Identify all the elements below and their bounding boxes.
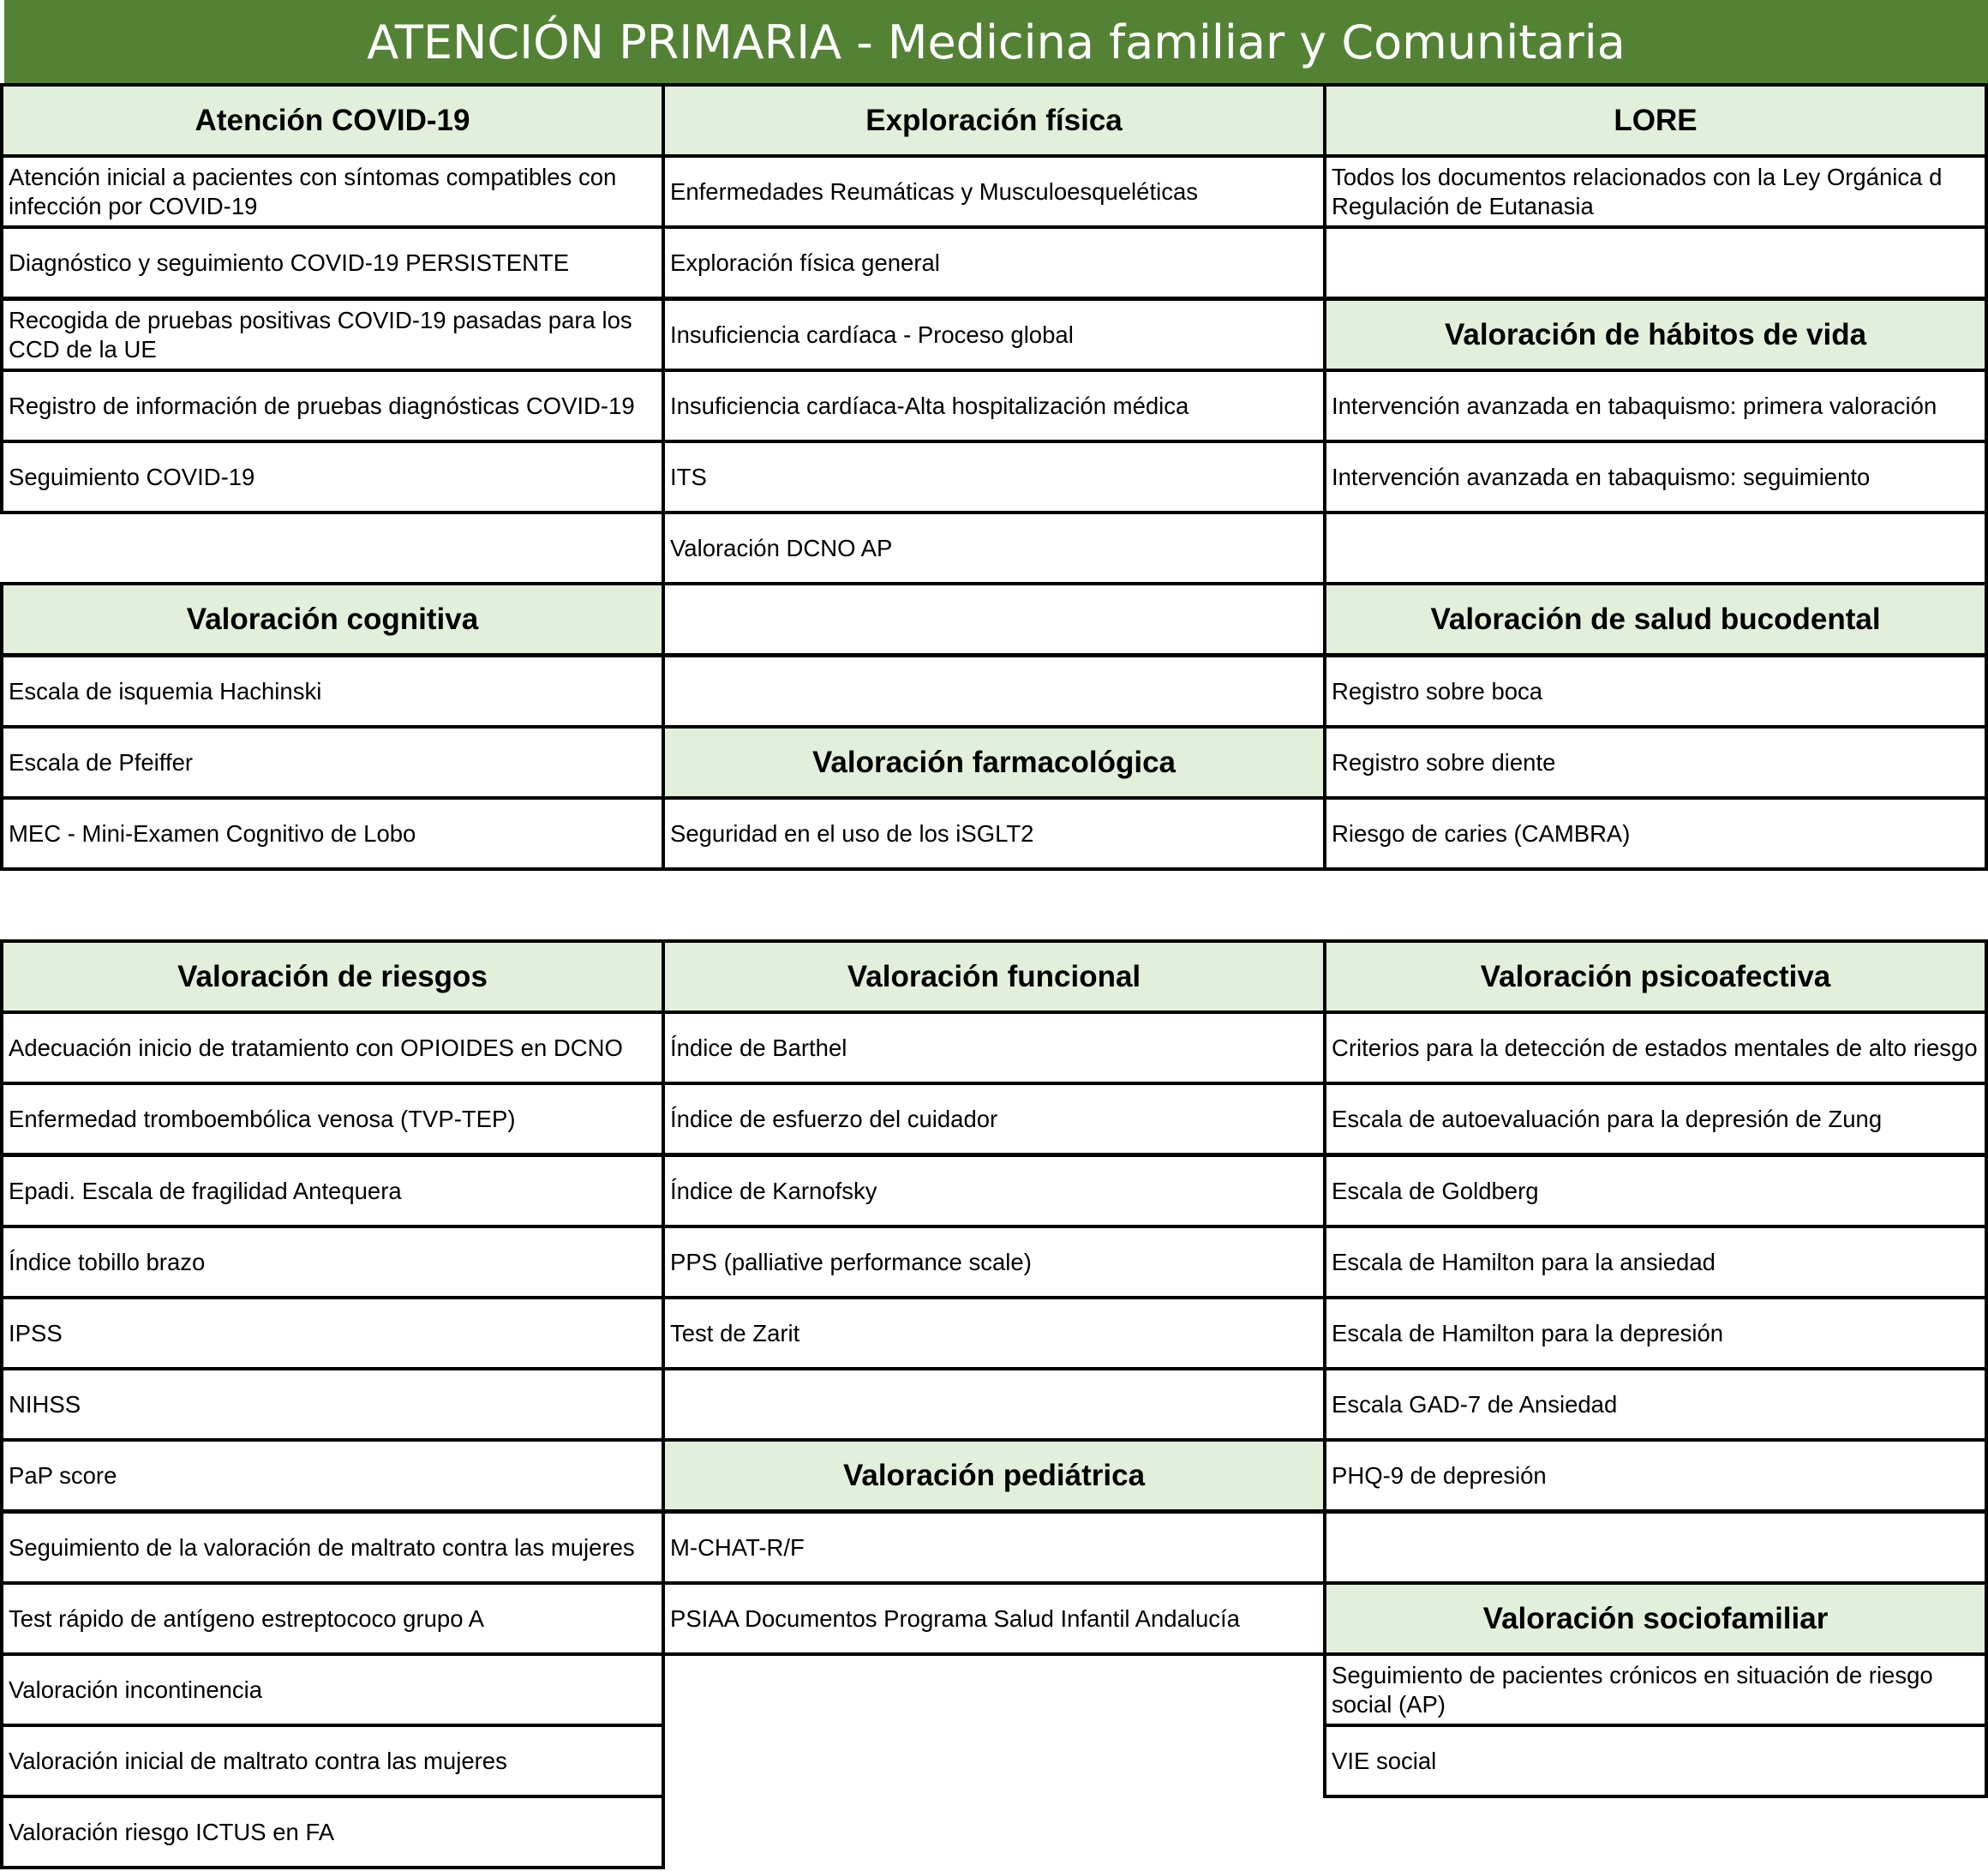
list-item-label: Valoración riesgo ICTUS en FA bbox=[9, 1818, 335, 1845]
list-item-seguimiento-covid-19 bbox=[0, 440, 665, 514]
section-header-lore bbox=[1323, 83, 1988, 158]
list-item-test-rapido-de-antigeno-estreptococo-gru bbox=[0, 1581, 665, 1656]
list-item-criterios-para-la-deteccion-de-estados-m bbox=[1323, 1010, 1988, 1085]
list-item-insuficiencia-cardiaca-alta-hospitalizac bbox=[662, 369, 1326, 443]
list-item-registro-de-informacion-de-pruebas-diagn bbox=[0, 369, 665, 443]
empty-cell-27 bbox=[1323, 511, 1988, 585]
list-item-label: Valoración incontinencia bbox=[9, 1676, 263, 1703]
list-item-psiaa-documentos-programa-salud-infantil bbox=[662, 1581, 1326, 1656]
list-item-label: Escala de Hamilton para la ansiedad bbox=[1332, 1248, 1716, 1275]
list-item-indice-de-esfuerzo-del-cuidador bbox=[662, 1082, 1326, 1156]
list-item-label: M-CHAT-R/F bbox=[670, 1533, 805, 1561]
list-item-label: Índice tobillo brazo bbox=[9, 1248, 206, 1275]
list-item-exploracion-fisica-general bbox=[662, 225, 1326, 300]
empty-cell-18 bbox=[662, 654, 1326, 729]
list-item-label: Test de Zarit bbox=[670, 1319, 800, 1346]
list-item-label: Escala de Hamilton para la depresión bbox=[1332, 1319, 1724, 1346]
list-item-label: Escala GAD-7 de Ansiedad bbox=[1332, 1390, 1618, 1418]
list-item-intervencion-avanzada-en-tabaquismo-segu bbox=[1323, 440, 1988, 514]
list-item-label: Todos los documentos relacionados con la Ley Orgánica d Regulación de Eutanasia bbox=[1332, 163, 1943, 219]
list-item-mec-mini-examen-cognitivo-de-lobo bbox=[0, 796, 665, 871]
list-item-label: Escala de Goldberg bbox=[1332, 1177, 1539, 1204]
list-item-label: Recogida de pruebas positivas COVID-19 pasadas para los CCD de la UE bbox=[9, 306, 632, 363]
section-header-label: Valoración psicoafectiva bbox=[1480, 959, 1831, 993]
list-item-label: VIE social bbox=[1332, 1747, 1437, 1774]
list-item-test-de-zarit bbox=[662, 1296, 1326, 1370]
list-item-intervencion-avanzada-en-tabaquismo-prim bbox=[1323, 369, 1988, 443]
section-header-valoracion-psicoafectiva bbox=[1323, 939, 1988, 1014]
page-title: ATENCIÓN PRIMARIA - Medicina familiar y Comunitaria bbox=[4, 0, 1988, 85]
section-header-valoracion-de-salud-bucodental bbox=[1323, 582, 1988, 657]
list-item-label: NIHSS bbox=[9, 1390, 81, 1418]
list-item-pps-palliative-performance-scale bbox=[662, 1225, 1326, 1299]
list-item-indice-de-karnofsky bbox=[662, 1154, 1326, 1228]
list-item-epadi-escala-de-fragilidad-antequera bbox=[0, 1154, 665, 1228]
list-item-label: Criterios para la detección de estados mentales de alto riesgo bbox=[1332, 1034, 1978, 1061]
list-item-escala-de-goldberg bbox=[1323, 1154, 1988, 1228]
list-item-label: ITS bbox=[670, 463, 707, 490]
section-header-label: Valoración de salud bucodental bbox=[1430, 602, 1881, 636]
list-item-diagnostico-y-seguimiento-covid-19-persi bbox=[0, 225, 665, 300]
list-item-label: Enfermedades Reumáticas y Musculoesqueléticas bbox=[670, 177, 1198, 205]
list-item-label: Intervención avanzada en tabaquismo: seguimiento bbox=[1332, 463, 1871, 490]
list-item-label: Enfermedad tromboembólica venosa (TVP-TEP) bbox=[9, 1105, 516, 1132]
section-header-atencion-covid-19 bbox=[0, 83, 665, 158]
list-item-valoracion-incontinencia bbox=[0, 1652, 665, 1727]
list-item-todos-los-documentos-relacionados-con-la bbox=[1323, 154, 1988, 229]
section-header-label: Valoración cognitiva bbox=[186, 602, 479, 636]
list-item-label: Seguimiento COVID-19 bbox=[9, 463, 255, 490]
list-item-label: Valoración DCNO AP bbox=[670, 534, 893, 561]
list-item-enfermedad-tromboembolica-venosa-tvp-tep bbox=[0, 1082, 665, 1156]
list-item-label: PHQ-9 de depresión bbox=[1332, 1461, 1547, 1489]
list-item-indice-de-barthel bbox=[662, 1010, 1326, 1085]
list-item-phq-9-de-depresion bbox=[1323, 1438, 1988, 1513]
list-item-label: Índice de Barthel bbox=[670, 1034, 847, 1061]
section-header-label: Valoración de riesgos bbox=[177, 959, 488, 993]
list-item-label: Registro sobre boca bbox=[1332, 677, 1543, 705]
list-item-label: Test rápido de antígeno estreptococo grupo A bbox=[9, 1604, 484, 1632]
list-item-label: Adecuación inicio de tratamiento con OPIOIDES en DCNO bbox=[9, 1034, 623, 1061]
list-item-seguimiento-de-la-valoracion-de-maltrato bbox=[0, 1510, 665, 1585]
list-item-enfermedades-reumaticas-y-musculoesquele bbox=[662, 154, 1326, 229]
list-item-pap-score bbox=[0, 1438, 665, 1513]
list-item-label: Registro sobre diente bbox=[1332, 748, 1556, 776]
section-header-valoracion-de-riesgos bbox=[0, 939, 665, 1014]
section-header-valoracion-de-habitos-de-vida bbox=[1323, 297, 1988, 372]
list-item-valoracion-dcno-ap bbox=[662, 511, 1326, 585]
list-item-label: Escala de isquemia Hachinski bbox=[9, 677, 322, 705]
list-item-label: Riesgo de caries (CAMBRA) bbox=[1332, 819, 1631, 847]
list-item-label: Registro de información de pruebas diagnósticas COVID-19 bbox=[9, 392, 635, 419]
empty-cell-63 bbox=[1323, 1510, 1988, 1585]
list-item-label: Insuficiencia cardíaca-Alta hospitalización médica bbox=[670, 392, 1189, 419]
empty-cell-23 bbox=[1323, 225, 1988, 300]
list-item-label: Escala de Pfeiffer bbox=[9, 748, 194, 776]
list-item-escala-gad-7-de-ansiedad bbox=[1323, 1367, 1988, 1442]
list-item-adecuacion-inicio-de-tratamiento-con-opi bbox=[0, 1010, 665, 1085]
list-item-valoracion-riesgo-ictus-en-fa bbox=[0, 1795, 665, 1869]
list-item-m-chat-r-f bbox=[662, 1510, 1326, 1585]
empty-cell-17 bbox=[662, 582, 1326, 657]
list-item-label: PSIAA Documentos Programa Salud Infantil Andalucía bbox=[670, 1604, 1240, 1632]
list-item-seguimiento-de-pacientes-cronicos-en-sit bbox=[1323, 1652, 1988, 1727]
list-item-indice-tobillo-brazo bbox=[0, 1225, 665, 1299]
list-item-label: Intervención avanzada en tabaquismo: primera valoración bbox=[1332, 392, 1937, 419]
section-header-label: Valoración farmacológica bbox=[811, 745, 1177, 779]
list-item-registro-sobre-boca bbox=[1323, 654, 1988, 729]
list-item-label: Escala de autoevaluación para la depresión de Zung bbox=[1332, 1105, 1883, 1132]
list-item-label: Seguridad en el uso de los iSGLT2 bbox=[670, 819, 1034, 847]
section-header-label: Valoración de hábitos de vida bbox=[1444, 317, 1867, 351]
list-item-label: Atención inicial a pacientes con síntomas compatibles con infección por COVID-19 bbox=[9, 163, 617, 219]
empty-cell-51 bbox=[662, 1367, 1326, 1442]
list-item-valoracion-inicial-de-maltrato-contra-la bbox=[0, 1724, 665, 1798]
section-header-valoracion-funcional bbox=[662, 939, 1326, 1014]
section-header-label: Exploración física bbox=[865, 103, 1123, 137]
list-item-label: MEC - Mini-Examen Cognitivo de Lobo bbox=[9, 819, 416, 847]
list-item-label: Seguimiento de la valoración de maltrato contra las mujeres bbox=[9, 1533, 635, 1561]
list-item-seguridad-en-el-uso-de-los-isglt2 bbox=[662, 796, 1326, 871]
section-header-label: Valoración pediátrica bbox=[842, 1458, 1146, 1492]
list-item-atencion-inicial-a-pacientes-con-sintoma bbox=[0, 154, 665, 229]
section-header-label: Valoración funcional bbox=[847, 959, 1141, 993]
section-header-valoracion-pediatrica bbox=[662, 1438, 1326, 1513]
list-item-label: Índice de esfuerzo del cuidador bbox=[670, 1105, 998, 1132]
section-header-valoracion-farmacologica bbox=[662, 725, 1326, 800]
list-item-label: Valoración inicial de maltrato contra las mujeres bbox=[9, 1747, 507, 1774]
list-item-label: Índice de Karnofsky bbox=[670, 1177, 877, 1204]
list-item-label: IPSS bbox=[9, 1319, 63, 1346]
section-header-label: LORE bbox=[1614, 103, 1698, 137]
list-item-insuficiencia-cardiaca-proceso-global bbox=[662, 297, 1326, 372]
list-item-escala-de-autoevaluacion-para-la-depresi bbox=[1323, 1082, 1988, 1156]
list-item-label: Insuficiencia cardíaca - Proceso global bbox=[670, 321, 1074, 348]
list-item-escala-de-pfeiffer bbox=[0, 725, 665, 800]
list-item-escala-de-isquemia-hachinski bbox=[0, 654, 665, 729]
list-item-its bbox=[662, 440, 1326, 514]
list-item-ipss bbox=[0, 1296, 665, 1370]
list-item-escala-de-hamilton-para-la-depresion bbox=[1323, 1296, 1988, 1370]
list-item-vie-social bbox=[1323, 1724, 1988, 1798]
list-item-riesgo-de-caries-cambra bbox=[1323, 796, 1988, 871]
list-item-nihss bbox=[0, 1367, 665, 1442]
section-header-valoracion-sociofamiliar bbox=[1323, 1581, 1988, 1656]
list-item-registro-sobre-diente bbox=[1323, 725, 1988, 800]
list-item-label: Seguimiento de pacientes crónicos en situación de riesgo social (AP) bbox=[1332, 1661, 1933, 1718]
list-item-label: Diagnóstico y seguimiento COVID-19 PERSISTENTE bbox=[9, 249, 570, 276]
list-item-escala-de-hamilton-para-la-ansiedad bbox=[1323, 1225, 1988, 1299]
section-header-exploracion-fisica bbox=[662, 83, 1326, 158]
list-item-label: PaP score bbox=[9, 1461, 117, 1489]
section-header-label: Atención COVID-19 bbox=[195, 103, 470, 137]
list-item-label: Epadi. Escala de fragilidad Antequera bbox=[9, 1177, 402, 1204]
list-item-label: Exploración física general bbox=[670, 249, 940, 276]
section-header-label: Valoración sociofamiliar bbox=[1482, 1601, 1829, 1635]
list-item-recogida-de-pruebas-positivas-covid-19-p bbox=[0, 297, 665, 372]
list-item-label: PPS (palliative performance scale) bbox=[670, 1248, 1032, 1275]
section-header-valoracion-cognitiva bbox=[0, 582, 665, 657]
